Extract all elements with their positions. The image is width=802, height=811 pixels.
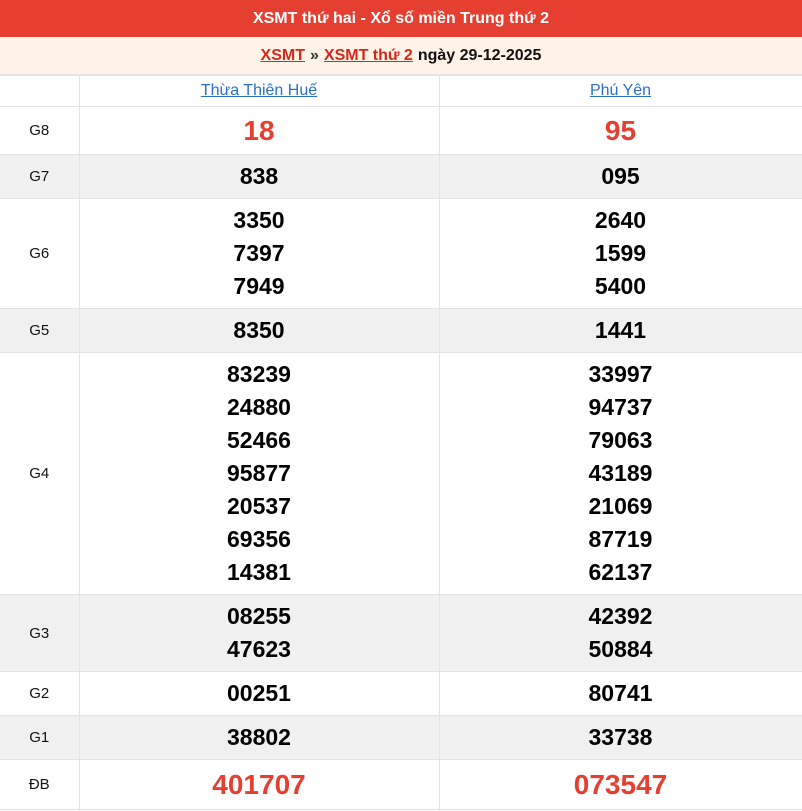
prize-cell-province-2	[439, 760, 802, 810]
prize-number: 401707	[212, 768, 306, 800]
prize-number: 33997	[588, 361, 653, 387]
prize-cell-province-1	[79, 107, 439, 155]
prize-number: 00251	[227, 680, 291, 706]
prize-number: 08255	[227, 603, 291, 629]
prize-number: 80741	[588, 680, 653, 706]
province-header-1	[79, 76, 439, 107]
prize-row-7	[0, 672, 802, 716]
prize-cell-province-2	[439, 199, 802, 309]
prize-cell-province-2	[439, 672, 802, 716]
prize-number: 69356	[227, 526, 291, 552]
prize-number: 073547	[573, 768, 668, 800]
prize-number: 7949	[233, 273, 285, 299]
prize-cell-province-2	[439, 155, 802, 199]
prize-label: G6	[0, 199, 79, 309]
breadcrumb-link-xsmt[interactable]: XSMT	[260, 46, 305, 64]
breadcrumb	[0, 37, 802, 75]
prize-label: ĐB	[0, 760, 79, 810]
prize-number: 38802	[227, 724, 291, 750]
prize-row-2	[0, 155, 802, 199]
prize-number: 3350	[233, 207, 285, 233]
prize-label: G8	[0, 107, 79, 155]
province-header-2	[439, 76, 802, 107]
prize-number: 095	[601, 163, 640, 189]
prize-number: 33738	[588, 724, 653, 750]
prize-label: G1	[0, 716, 79, 760]
prize-cell-province-1	[79, 353, 439, 595]
prize-cell-province-2	[439, 595, 802, 672]
prize-cell-province-2	[439, 353, 802, 595]
breadcrumb-date: ngày 29-12-2025	[417, 46, 542, 64]
prize-row-9	[0, 760, 802, 810]
prize-cell-province-1	[79, 199, 439, 309]
prize-cell-province-1	[79, 595, 439, 672]
prize-row-1	[0, 107, 802, 155]
prize-number: 95	[604, 114, 637, 146]
prize-row-8	[0, 716, 802, 760]
prize-number: 1441	[594, 317, 647, 343]
prize-label: G2	[0, 672, 79, 716]
breadcrumb-separator: »	[309, 46, 319, 64]
prize-cell-province-1	[79, 672, 439, 716]
prize-label: G4	[0, 353, 79, 595]
prize-row-6	[0, 595, 802, 672]
prize-number: 79063	[588, 427, 653, 453]
prize-number: 21069	[588, 493, 653, 519]
results-body	[0, 107, 802, 810]
province-link-phu-yen[interactable]: Phú Yên	[589, 82, 652, 99]
prize-number: 14381	[227, 559, 291, 585]
prize-cell-province-1	[79, 155, 439, 199]
prize-cell-province-2	[439, 716, 802, 760]
prize-number: 42392	[588, 603, 653, 629]
prize-label: G5	[0, 309, 79, 353]
prize-label: G3	[0, 595, 79, 672]
prize-number: 95877	[227, 460, 291, 486]
prize-number: 62137	[588, 559, 653, 585]
prize-row-4	[0, 309, 802, 353]
prize-cell-province-1	[79, 760, 439, 810]
province-link-thua-thien-hue[interactable]: Thừa Thiên Huế	[200, 82, 318, 99]
prize-cell-province-1	[79, 309, 439, 353]
prize-number: 83239	[227, 361, 291, 387]
prize-number: 20537	[227, 493, 291, 519]
prize-number: 50884	[588, 636, 653, 662]
prize-label: G7	[0, 155, 79, 199]
prize-row-3	[0, 199, 802, 309]
prize-cell-province-2	[439, 107, 802, 155]
prize-number: 87719	[588, 526, 653, 552]
page-title	[0, 0, 802, 37]
breadcrumb-link-xsmt-thu-2[interactable]: XSMT thứ 2	[323, 46, 413, 64]
prize-number: 94737	[588, 394, 653, 420]
prize-number: 8350	[233, 317, 285, 343]
prize-number: 52466	[227, 427, 291, 453]
table-header-row	[0, 76, 802, 107]
prize-cell-province-1	[79, 716, 439, 760]
header-empty-cell	[0, 76, 79, 107]
prize-cell-province-2	[439, 309, 802, 353]
prize-number: 1599	[594, 240, 647, 266]
prize-number: 47623	[227, 636, 291, 662]
prize-number: 838	[239, 163, 279, 189]
prize-number: 43189	[588, 460, 653, 486]
prize-number: 18	[243, 114, 275, 146]
prize-number: 7397	[233, 240, 285, 266]
page-title-text: XSMT thứ hai - Xổ số miền Trung thứ 2	[252, 9, 550, 27]
prize-number: 5400	[594, 273, 647, 299]
results-table	[0, 75, 802, 810]
prize-row-5	[0, 353, 802, 595]
prize-number: 2640	[594, 207, 647, 233]
prize-number: 24880	[227, 394, 291, 420]
